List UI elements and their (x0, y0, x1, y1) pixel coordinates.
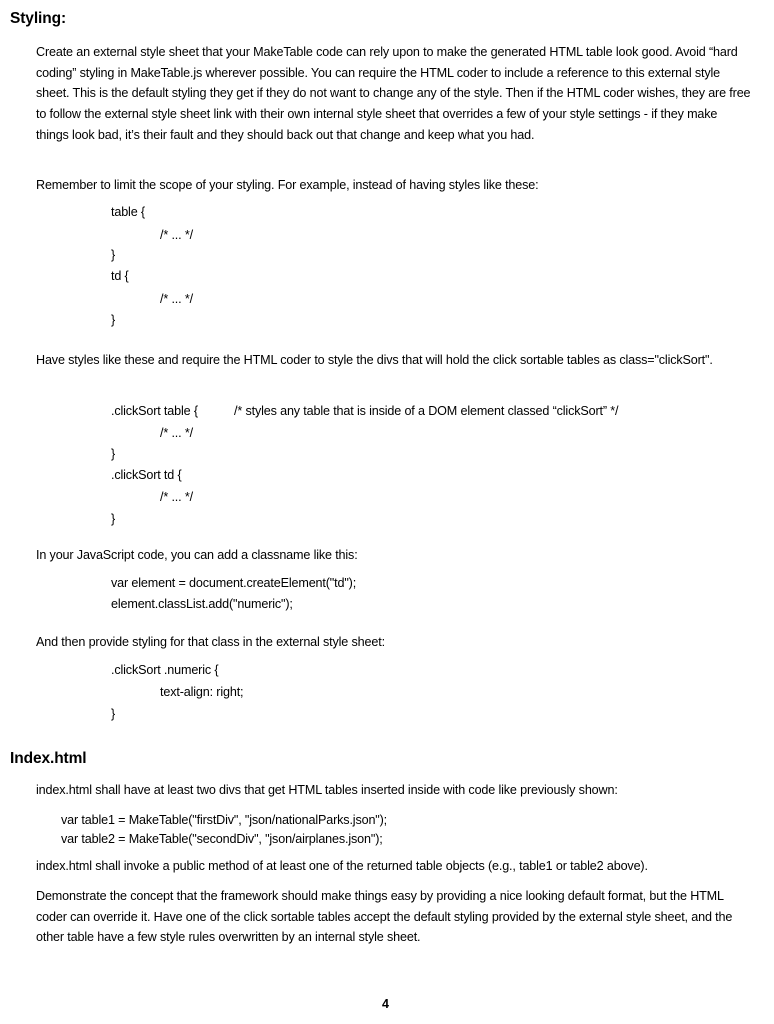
code-close-brace: } (111, 512, 116, 526)
code-clicksort-table-open: .clickSort table { (111, 404, 198, 418)
code-comment: /* ... */ (160, 228, 193, 242)
code-text-align-rule: text-align: right; (160, 685, 244, 699)
demonstrate-paragraph: Demonstrate the concept that the framework should make things easy by providing a nice looking default format, but the HTML coder can override it. Have one of the click sortable tables accept the default styling provided by the external style sheet, and the other table have a few style rules overwritten by an internal style sheet. (36, 889, 733, 945)
code-create-element: var element = document.createElement("td"); (111, 576, 357, 590)
code-table1: var table1 = MakeTable("firstDiv", "json/nationalParks.json"); (61, 813, 388, 827)
code-close-brace: } (111, 707, 116, 721)
public-method-paragraph: index.html shall invoke a public method of at least one of the returned table objects (e.g., table1 or table2 above). (36, 859, 648, 873)
code-clicksort-td-open: .clickSort td { (111, 468, 182, 482)
code-close-brace: } (111, 447, 116, 461)
clicksort-paragraph: Have styles like these and require the HTML coder to style the divs that will hold the click sortable tables as class="clickSort". (36, 353, 713, 367)
index-heading: Index.html (10, 750, 87, 767)
styling-intro-paragraph: Create an external style sheet that your MakeTable code can rely upon to make the generated HTML table look good. Avoid “hard coding” styling in MakeTable.js wherever possible. You can require the HTML coder to include a reference to this external style sheet. This is the default styling they get if they do not want to change any of the style. Then if the HTML coder wishes, they are free to follow the external style sheet link with their own internal style sheet that overrides a few of your style settings - if they make things look bad, it’s their fault and they should back out that change and keep what you had. (36, 45, 751, 142)
code-close-brace: } (111, 313, 116, 327)
code-comment: /* ... */ (160, 426, 193, 440)
code-clicksort-table-note: /* styles any table that is inside of a DOM element classed “clickSort” */ (234, 404, 619, 418)
code-classlist-add: element.classList.add("numeric"); (111, 597, 293, 611)
styling-heading: Styling: (10, 10, 67, 27)
javascript-paragraph: In your JavaScript code, you can add a classname like this: (36, 548, 358, 562)
code-comment: /* ... */ (160, 292, 193, 306)
code-comment: /* ... */ (160, 490, 193, 504)
code-table-open: table { (111, 205, 145, 219)
code-table2: var table2 = MakeTable("secondDiv", "json/airplanes.json"); (61, 832, 383, 846)
index-divs-paragraph: index.html shall have at least two divs that get HTML tables inserted inside with code like previously shown: (36, 783, 618, 797)
code-numeric-open: .clickSort .numeric { (111, 663, 219, 677)
code-td-open: td { (111, 269, 129, 283)
external-style-paragraph: And then provide styling for that class in the external style sheet: (36, 635, 385, 649)
scope-paragraph: Remember to limit the scope of your styling. For example, instead of having styles like these: (36, 178, 539, 192)
page-number: 4 (382, 997, 389, 1011)
code-close-brace: } (111, 248, 116, 262)
